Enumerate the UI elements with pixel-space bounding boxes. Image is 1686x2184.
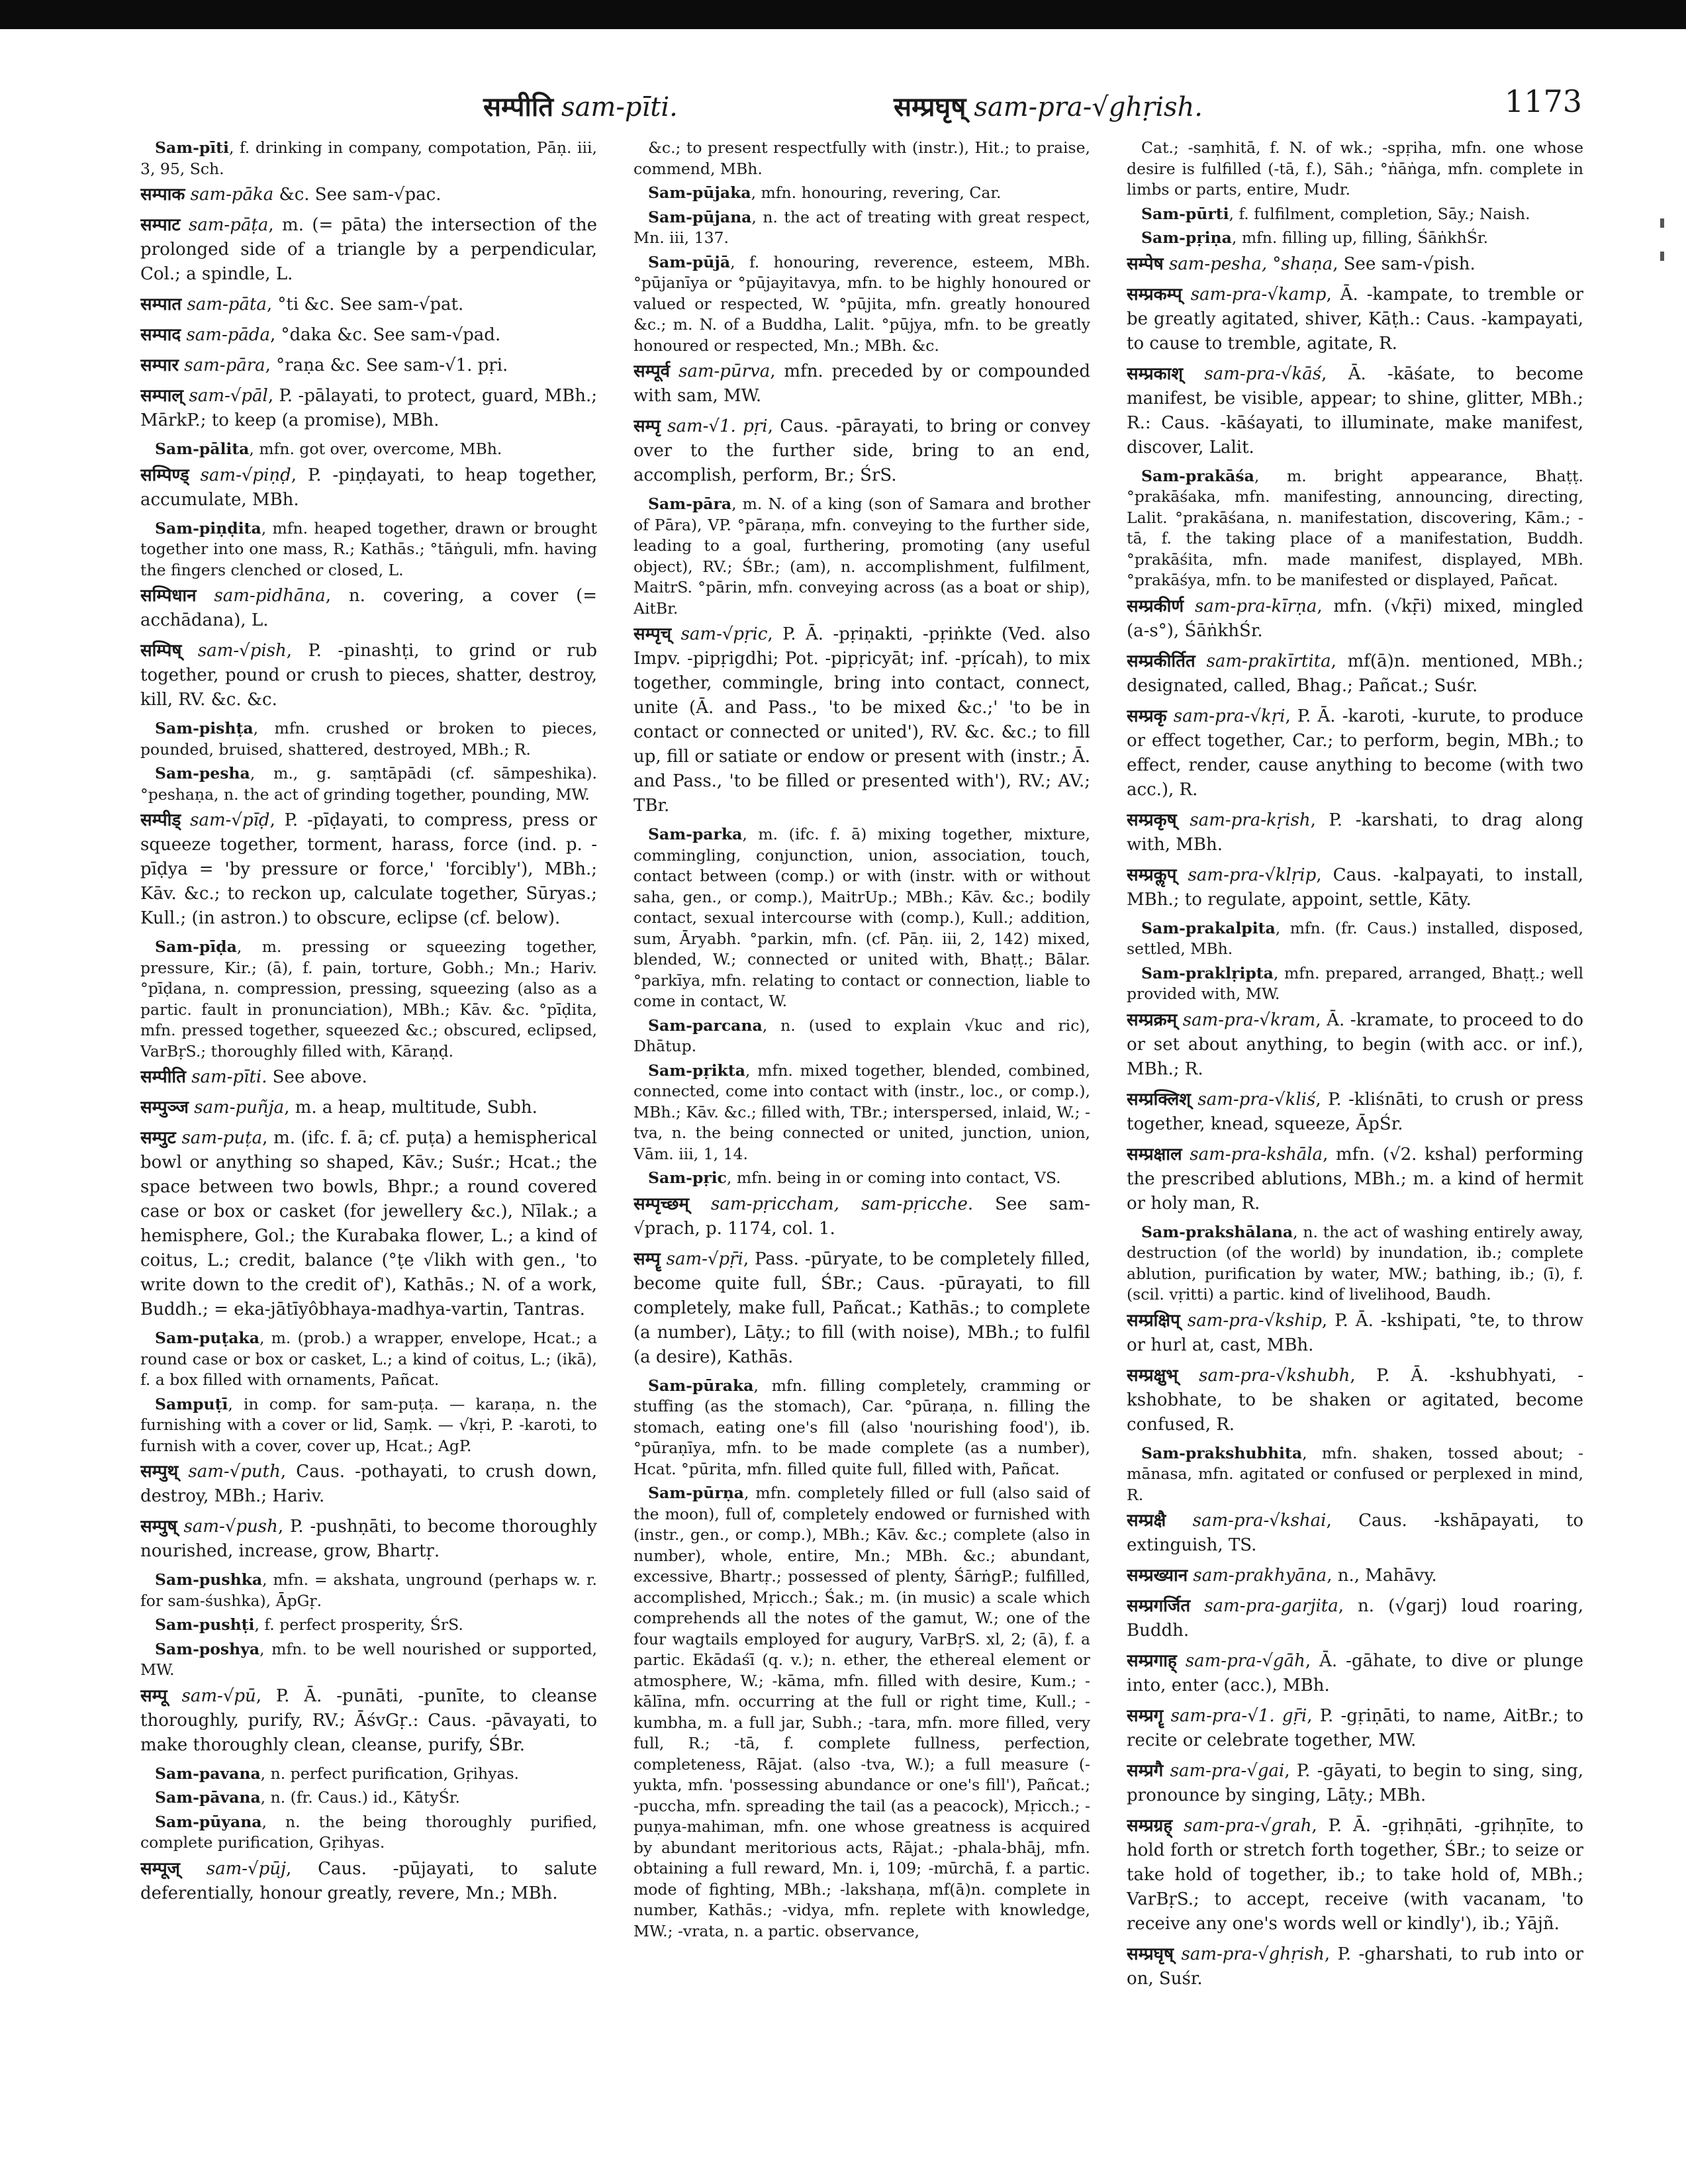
entry-headword: sam-pra-√kshubh <box>1199 1365 1350 1386</box>
entry-headword: sam-pra-√gāh <box>1185 1651 1305 1671</box>
entry-headword: sam-pra-√klṛip <box>1188 865 1317 885</box>
entry-headword: sam-√piṇḍ <box>200 465 291 485</box>
entry-definition: , P. -pālayati, to protect, guard, MBh.; MārkP.; to keep (a promise), MBh. <box>140 386 597 430</box>
entry-definition: , Ā. -kramate, to proceed to do or set about anything, to begin (with acc. or inf.), MBh.; R. <box>1127 1010 1583 1079</box>
subentry-headword: Sam-pūjaka <box>648 183 751 202</box>
entry-headword: sam-puñja <box>194 1098 285 1117</box>
entry-headword: sam-√pūj <box>206 1858 287 1879</box>
dictionary-entry <box>1127 1364 1583 1437</box>
running-head-right-transliteration: sam-pra-√ghṛish. <box>974 92 1203 122</box>
subentry-headword: Sam-poshya <box>155 1639 260 1658</box>
entry-definition: , n. the act of washing entirely away, destruction (of the world) by inundation, ib.; complete ablution, purification by water, MW.; bathing, ib.; (ī), f. (scil. vṛitti) a partic. kind of livelihood, Baudh. <box>1127 1222 1583 1304</box>
entry-devanagari: सम्प्रग्रह् <box>1127 1816 1173 1836</box>
dictionary-subentry <box>633 1483 1090 1942</box>
entry-definition: , f. honouring, reverence, esteem, MBh. °pūjanīya or °pūjayitavya, mfn. to be highly honoured or valued or respected, W. °pūjita, mfn. greatly honoured &c.; m. N. of a Buddha, Lalit. °pūjya, mfn. to be greatly honoured or respected, Mn.; MBh. &c. <box>633 252 1090 355</box>
entry-devanagari: सम्पूर्व <box>633 361 671 381</box>
entry-headword: sam-√puth <box>188 1462 281 1482</box>
entry-devanagari: सम्प्रख्यान <box>1127 1566 1188 1586</box>
entry-headword: sam-pra-√kṛi <box>1173 706 1286 726</box>
dictionary-entry <box>140 213 597 287</box>
dictionary-entry <box>140 584 597 633</box>
subentry-headword: Sam-pūrṇa <box>648 1484 745 1502</box>
dictionary-subentry <box>1127 204 1583 225</box>
running-head-left-transliteration: sam-pīti. <box>561 92 678 122</box>
entry-devanagari: सम्प्रगाह् <box>1127 1651 1177 1671</box>
entry-headword: sam-√pṝi <box>666 1249 743 1269</box>
column-3 <box>1127 138 1583 2097</box>
entry-definition: , f. fulfilment, completion, Sāy.; Naish. <box>1229 204 1530 223</box>
entry-devanagari: सम्पू <box>140 1685 167 1706</box>
dictionary-entry <box>1127 1704 1583 1753</box>
dictionary-entry <box>140 1460 597 1509</box>
dictionary-entry <box>140 1515 597 1564</box>
entry-headword: sam-pra-√grah <box>1184 1816 1312 1836</box>
entry-definition: , P. Ā. -kshipati, °te, to throw or hurl at, cast, MBh. <box>1127 1310 1583 1355</box>
subentry-headword: Sam-pṛiṇa <box>1141 228 1232 247</box>
entry-definition: , P. Ā. -karoti, -kurute, to produce or effect together, Car.; to perform, begin, MBh.; to effect, render, cause anything to become (with two acc.), R. <box>1127 706 1583 800</box>
entry-headword: sam-pesha, °shaṇa <box>1168 254 1333 274</box>
entry-devanagari: सम्पिधान <box>140 586 197 606</box>
dictionary-subentry <box>140 718 597 760</box>
entry-definition: , mfn. honouring, revering, Car. <box>751 183 1002 202</box>
entry-headword: sam-√pāl <box>189 386 268 406</box>
entry-headword: sam-pra-kshāla <box>1190 1144 1323 1164</box>
subentry-headword: Sam-pavana <box>155 1764 261 1783</box>
dictionary-entry <box>140 354 597 378</box>
dictionary-entry <box>1127 362 1583 460</box>
margin-mark <box>1660 218 1664 228</box>
entry-definition: , °ti &c. See sam-√pat. <box>266 295 464 314</box>
subentry-headword: Sam-pāvana <box>155 1788 261 1807</box>
subentry-headword: Sam-pālita <box>155 440 250 458</box>
entry-devanagari: सम्पुथ् <box>140 1462 179 1482</box>
entry-definition: , m. bright appearance, Bhaṭṭ. °prakāśaka, mfn. manifesting, announcing, directing, Lalit. °prakāśana, n. manifestation, discovering, Kām.; -tā, f. the taking place of a manifestation, Buddh. °prakāśita, mfn. made manifest, displayed, MBh. °prakāśya, mfn. to be manifested or displayed, Pañcat. <box>1127 466 1583 589</box>
dictionary-entry <box>1127 1143 1583 1216</box>
entry-definition: , mfn. prepared, arranged, Bhaṭṭ.; well provided with, MW. <box>1127 963 1583 1003</box>
entry-definition: , mfn. filling up, filling, ŚāṅkhŚr. <box>1231 228 1489 247</box>
dictionary-entry <box>1127 1814 1583 1936</box>
subentry-headword: Sampuṭī <box>155 1394 228 1413</box>
subentry-headword: Sam-pīḍa <box>155 937 237 956</box>
dictionary-subentry <box>633 207 1090 249</box>
dictionary-entry <box>1127 1942 1583 1991</box>
entry-devanagari: सम्प्रगॄ <box>1127 1706 1164 1726</box>
entry-devanagari: सम्पृच्छम् <box>633 1194 689 1214</box>
entry-devanagari: सम्पुञ्ज <box>140 1098 189 1117</box>
entry-definition: , n. (used to explain √kuc and ric), Dhātup. <box>633 1016 1090 1055</box>
subentry-headword: Sam-parcana <box>648 1016 763 1035</box>
entry-definition: , m. (ifc. f. ā) mixing together, mixture, commingling, conjunction, union, association, touch, contact between (comp.) or with (instr. with or without saha, gen., or comp.), MaitrUp.; MBh.; Kāv. &c.; bodily contact, sexual intercourse with (comp.), Kull.; addition, sum, Āryabh. °parkin, mfn. (cf. Pāṇ. iii, 2, 142) mixed, blended, W.; connected or united with, Bhaṭṭ.; Bālar. °parkīya, mfn. relating to contact or connection, liable to come in contact, W. <box>633 825 1090 1010</box>
entry-headword: sam-pra-√kāś <box>1204 363 1322 384</box>
subentry-headword: Sam-prakshālana <box>1141 1222 1293 1241</box>
subentry-headword: Sam-pūjā <box>648 252 731 271</box>
scan-top-border <box>0 0 1686 29</box>
entry-definition: , P. -pinashṭi, to grind or rub together, pound or crush to pieces, shatter, destroy, kill, RV. &c. &c. <box>140 641 597 710</box>
entry-devanagari: सम्प्रक्रम् <box>1127 1010 1178 1030</box>
entry-definition: , P. -pīḍayati, to compress, press or squeeze together, torment, harass, force (ind. p. -pīḍya = 'by pressure or force,' 'forcibly'), MBh.; Kāv. &c.; to reckon up, calculate together, Sūryas.; Kull.; (in astron.) to obscure, eclipse (cf. below). <box>140 810 597 928</box>
dictionary-subentry <box>633 1168 1090 1189</box>
entry-definition: , m. (ifc. f. ā; cf. puṭa) a hemispherical bowl or anything so shaped, Kāv.; Suśr.; Hcat.; the space between two bowls, Bhpr.; a round covered case or box or casket (for jewellery &c.), Nīlak.; a hemisphere, Gol.; the Kurabaka flower, L.; a kind of coitus, L.; credit, balance (°ṭe √likh with gen., 'to write down to the credit of'), Kathās.; N. of a work, Buddh.; = eka-jātīyôbhaya-madhya-vartin, Tantras. <box>140 1128 597 1319</box>
entry-devanagari: सम्प्रकृष् <box>1127 810 1177 830</box>
dictionary-entry <box>633 1192 1090 1241</box>
subentry-headword: Sam-pūraka <box>648 1376 754 1395</box>
entry-definition: , mfn. (fr. Caus.) installed, disposed, settled, MBh. <box>1127 918 1583 958</box>
entry-definition: , mfn. got over, overcome, MBh. <box>249 440 502 458</box>
dictionary-subentry <box>140 1328 597 1391</box>
entry-definition: , mfn. crushed or broken to pieces, pounded, bruised, shattered, destroyed, MBh.; R. <box>140 719 597 759</box>
page-header <box>139 81 1582 134</box>
entry-definition: , in comp. for sam-puṭa. — karaṇa, n. the furnishing with a cover or lid, Saṃk. — √kṛi, P. -karoti, to furnish with a cover, cover up, Hcat.; AgP. <box>140 1394 597 1455</box>
entry-devanagari: सम्प्रकाश् <box>1127 363 1184 384</box>
dictionary-entry <box>140 463 597 512</box>
dictionary-subentry <box>140 1764 597 1785</box>
dictionary-entry <box>1127 1008 1583 1082</box>
subentry-headword: Sam-pūrti <box>1141 204 1229 223</box>
dictionary-subentry <box>633 824 1090 1012</box>
dictionary-subentry <box>1127 1443 1583 1506</box>
dictionary-entry <box>140 384 597 433</box>
entry-headword: sam-pra-√kram <box>1182 1010 1316 1030</box>
entry-definition: , P. -gharshati, to rub into or on, Suśr. <box>1127 1944 1583 1989</box>
entry-headword: sam-pra-√kliś <box>1197 1089 1316 1110</box>
entry-devanagari: सम्पार <box>140 356 179 375</box>
dictionary-entry <box>140 808 597 931</box>
entry-definition: See above. <box>267 1067 367 1087</box>
dictionary-entry <box>1127 808 1583 857</box>
entry-devanagari: सम्पेष <box>1127 254 1164 274</box>
subentry-headword: Sam-praklṛipta <box>1141 963 1274 982</box>
dictionary-subentry <box>140 1812 597 1854</box>
dictionary-entry <box>1127 594 1583 643</box>
entry-devanagari: सम्प्रगै <box>1127 1761 1164 1781</box>
entry-definition: , P. -piṇḍayati, to heap together, accumulate, MBh. <box>140 465 597 510</box>
running-head-left-devanagari: सम्पीति <box>483 91 554 122</box>
dictionary-entry <box>140 639 597 712</box>
subentry-headword: Sam-parka <box>648 825 743 843</box>
dictionary-subentry <box>140 1570 597 1611</box>
entry-definition: , n. (fr. Caus.) id., KātyŚr. <box>260 1788 460 1807</box>
subentry-headword: Sam-pūjana <box>648 207 752 226</box>
entry-definition: , n. covering, a cover (= acchādana), L. <box>140 586 597 630</box>
entry-devanagari: सम्पीति <box>140 1067 186 1087</box>
entry-definition: , m. a heap, multitude, Subh. <box>284 1098 538 1117</box>
entry-devanagari: सम्प्रक्लिश् <box>1127 1089 1191 1110</box>
subentry-headword: Sam-pāra <box>648 495 732 513</box>
entry-definition: , m., g. saṃtāpādi (cf. sāmpeshika). °peshaṇa, n. the act of grinding together, pounding, MW. <box>140 764 597 804</box>
entry-definition: , mfn. preceded by or compounded with sam, MW. <box>633 361 1090 406</box>
entry-definition: , mfn. (√2. kshal) performing the prescribed ablutions, MBh.; m. a kind of hermit or holy man, R. <box>1127 1144 1583 1213</box>
entry-definition: , °daka &c. See sam-√pad. <box>270 325 501 345</box>
subentry-headword: Sam-pesha <box>155 764 250 783</box>
dictionary-entry <box>633 1247 1090 1370</box>
subentry-headword: Sam-pushṭi <box>155 1615 255 1634</box>
dictionary-entry <box>140 1684 597 1758</box>
dictionary-subentry <box>140 1787 597 1809</box>
entry-definition: , P. -pushṇāti, to become thoroughly nourished, increase, grow, Bhartṛ. <box>140 1517 597 1561</box>
entry-devanagari: सम्प्रकीर्ण <box>1127 596 1184 616</box>
dictionary-subentry <box>1127 228 1583 249</box>
dictionary-subentry <box>140 439 597 460</box>
subentry-headword: Sam-prakshubhita <box>1141 1443 1303 1462</box>
dictionary-entry <box>1127 1509 1583 1558</box>
entry-definition: , mfn. being in or coming into contact, VS. <box>726 1168 1061 1187</box>
entry-devanagari: सम्पाद <box>140 325 181 345</box>
entry-definition: , f. drinking in company, compotation, Pāṇ. iii, 3, 95, Sch. <box>140 138 597 178</box>
entry-devanagari: सम्पिष् <box>140 641 182 661</box>
dictionary-subentry <box>140 138 597 179</box>
dictionary-subentry <box>633 494 1090 619</box>
entry-definition: , P. -gāyati, to begin to sing, sing, pronounce by singing, Lāṭy.; MBh. <box>1127 1761 1583 1805</box>
column-1 <box>140 138 597 2097</box>
dictionary-entry <box>140 1126 597 1322</box>
entry-devanagari: सम्प्रगर्जित <box>1127 1596 1191 1616</box>
entry-definition: , n. the being thoroughly purified, complete purification, Gṛihyas. <box>140 1812 597 1852</box>
entry-definition: , Ā. -kampate, to tremble or be greatly agitated, shiver, Kāṭh.: Caus. -kampayati, to cause to tremble, agitate, R. <box>1127 284 1583 354</box>
entry-headword: sam-√pīḍ <box>190 810 270 830</box>
dictionary-entry <box>1127 1594 1583 1643</box>
subentry-headword: Sam-prakāśa <box>1141 466 1254 485</box>
dictionary-subentry <box>1127 918 1583 960</box>
entry-definition: , P. -kliśnāti, to crush or press together, knead, squeeze, ĀpŚr. <box>1127 1089 1583 1134</box>
entry-definition: , P. -gṛiṇāti, to name, AitBr.; to recite or celebrate together, MW. <box>1127 1706 1583 1750</box>
dictionary-subentry <box>1127 963 1583 1005</box>
dictionary-subentry <box>140 1394 597 1457</box>
entry-definition: , Ā. -kāśate, to become manifest, be visible, appear; to shine, glitter, MBh.; R.: Caus. -kāśayati, to illuminate, make manifest, discover, Lalit. <box>1127 363 1583 457</box>
dictionary-entry <box>1127 704 1583 802</box>
dictionary-entry <box>140 1857 597 1906</box>
entry-headword: sam-√1. pṛi <box>667 416 768 436</box>
entry-devanagari: सम्पिण्ड् <box>140 465 189 485</box>
dictionary-entry <box>1127 1088 1583 1137</box>
entry-definition: . See sam-√prach, p. 1174, col. 1. <box>633 1194 1090 1239</box>
entry-definition: , f. perfect prosperity, ŚrS. <box>254 1615 463 1634</box>
subentry-headword: Sam-pūyana <box>155 1812 262 1831</box>
entry-definition: , Caus. -pothayati, to crush down, destroy, MBh.; Hariv. <box>140 1462 597 1506</box>
entry-definition: , °raṇa &c. See sam-√1. pṛi. <box>265 356 508 375</box>
entry-headword: sam-√pū <box>181 1685 256 1706</box>
entry-headword: sam-pāra <box>184 356 265 375</box>
entry-devanagari: सम्पूज् <box>140 1858 180 1879</box>
dictionary-subentry <box>1127 466 1583 591</box>
entry-definition: , m. N. of a king (son of Samara and brother of Pāra), VP. °pāraṇa, mfn. conveying to the further side, leading to a goal, furthering, promoting (any useful object), RV.; ŚBr.; (am), n. accomplishment, fulfilment, MaitrS. °pārin, mfn. conveying across (as a boat or ship), AitBr. <box>633 495 1090 618</box>
entry-headword: sam-prakīrtita <box>1206 651 1331 671</box>
dictionary-subentry <box>633 138 1090 179</box>
column-2 <box>633 138 1090 2097</box>
entry-devanagari: सम्पुट <box>140 1128 176 1148</box>
entry-definition: , mfn. heaped together, drawn or brought together into one mass, R.; Kathās.; °tāṅguli, mfn. having the fingers clenched or closed, L. <box>140 518 597 579</box>
entry-definition: &c. See sam-√pac. <box>273 185 442 205</box>
entry-headword: sam-pra-garjita <box>1204 1596 1338 1616</box>
entry-devanagari: सम्पुष् <box>140 1517 177 1537</box>
dictionary-entry <box>1127 1564 1583 1588</box>
entry-definition: , mfn. = akshata, unground (perhaps w. r. for sam-śushka), ĀpGṛ. <box>140 1570 597 1610</box>
entry-definition: , mfn. to be well nourished or supported, MW. <box>140 1639 597 1679</box>
entry-devanagari: सम्प्रकॢप् <box>1127 865 1177 885</box>
entry-definition: , mfn. completely filled or full (also said of the moon), full of, completely endowed or furnished with (instr., gen., or comp.), MBh.; Kāv. &c.; complete (also in number), whole, entire, Mn.; MBh. &c.; abundant, excessive, Bhartṛ.; possessed of plenty, ŚārṅgP.; fulfilled, accomplished, Mṛicch.; Śak.; m. (in music) a scale which comprehends all the notes of the gamut, W.; one of the four wagtails employed for augury, VarBṛS. xl, 2; (ā), f. a partic. Ekādaśī (q. v.); n. ether, the ethereal element or atmosphere, W.; -kāma, mfn. filled with desire, Kum.; -kālīna, mfn. occurring at the full or right time, Kull.; -kumbha, m. a full jar, Subh.; -tara, mfn. more filled, very full, R.; -tā, f. complete fullness, perfection, completeness, Rājat. (also -tva, W.); a full measure (-yukta, mfn. 'possessing abundance or one's fill'), Pañcat.; -puccha, mfn. spreading the tail (as a peacock), Mṛicch.; -puṇya-mahiman, mfn. one whose greatness is acquired by abundant meritorious acts, Rājat.; -phala-bhāj, mfn. obtaining a full reward, Mn. i, 109; -mūrchā, f. a partic. mode of fighting, MBh.; -lakshaṇa, mf(ā)n. complete in number, Kathās.; -vidya, mfn. replete with knowledge, MW.; -vrata, n. a partic. observance, <box>633 1484 1090 1940</box>
entry-devanagari: सम्पृच् <box>633 624 672 644</box>
dictionary-entry <box>140 323 597 348</box>
entry-definition: , m. (= pāta) the intersection of the prolonged side of a triangle by a perpendicular, Col.; a spindle, L. <box>140 215 597 284</box>
dictionary-subentry <box>1127 1222 1583 1306</box>
entry-definition: , Caus. -kshāpayati, to extinguish, TS. <box>1127 1511 1583 1555</box>
entry-headword: sam-pāka <box>190 185 274 205</box>
dictionary-entry <box>1127 1759 1583 1808</box>
entry-devanagari: सम्प्रकीर्तित <box>1127 651 1195 671</box>
entry-definition: &c.; to present respectfully with (instr.), Hit.; to praise, commend, MBh. <box>633 138 1090 178</box>
entry-definition: , m. pressing or squeezing together, pressure, Kir.; (ā), f. pain, torture, Gobh.; Mn.; Hariv. °pīḍana, n. compression, pressing, squeezing (also as a partic. fault in pronunciation), MBh.; Kāv. &c. °pīḍita, mfn. pressed together, squeezed &c.; obscured, eclipsed, VarBṛS.; thoroughly filled with, Kāraṇḍ. <box>140 937 597 1061</box>
subentry-headword: Sam-pishṭa <box>155 719 254 737</box>
entry-headword: sam-√push <box>183 1517 278 1537</box>
subentry-headword: Sam-prakalpita <box>1141 918 1276 937</box>
entry-headword: sam-pīti. <box>191 1067 267 1087</box>
running-head-right-devanagari: सम्प्रघृष् <box>894 91 966 122</box>
page-number: 1173 <box>1504 83 1582 119</box>
dictionary-subentry <box>633 252 1090 357</box>
dictionary-subentry <box>633 1016 1090 1057</box>
dictionary-columns <box>140 138 1583 2097</box>
entry-devanagari: सम्प्रक्षाल <box>1127 1144 1182 1164</box>
subentry-headword: Sam-piṇḍita <box>155 518 261 538</box>
entry-definition: , mf(ā)n. mentioned, MBh.; designated, called, Bhag.; Pañcat.; Suśr. <box>1127 651 1583 696</box>
entry-headword: sam-pāṭa <box>188 215 269 235</box>
entry-headword: sam-pṛiccham, sam-pṛicche <box>710 1194 968 1214</box>
entry-headword: sam-pra-√gai <box>1170 1761 1285 1781</box>
entry-definition: , P. Ā. -pṛiṇakti, -pṛiṅkte (Ved. also Impv. -pipṛigdhi; Pot. -pipṛicyāt; inf. -pṛícah), to mix together, commingle, bring into contact, connect, unite (Ā. and Pass., 'to be mixed &c.;' 'to be in contact or connected or united'), RV. &c. &c.; to fill up, fill or satiate or endow or present with (instr.; Ā. and Pass., 'to be filled or presented with'), RV.; AV.; TBr. <box>633 624 1090 816</box>
entry-devanagari: सम्प्रक्षै <box>1127 1511 1166 1531</box>
entry-definition: Cat.; -saṃhitā, f. N. of wk.; -spṛiha, mfn. one whose desire is fulfilled (-tā, f.), Sāh.; °ṅāṅga, mfn. complete in limbs or parts, entire, Mudr. <box>1127 138 1583 199</box>
dictionary-subentry <box>140 763 597 805</box>
dictionary-entry <box>140 1065 597 1090</box>
entry-headword: sam-√pish <box>197 641 287 661</box>
entry-headword: sam-pra-√kshai <box>1192 1511 1327 1531</box>
dictionary-entry <box>140 293 597 317</box>
entry-headword: sam-pra-kṛish <box>1190 810 1311 830</box>
entry-definition: , Ā. -gāhate, to dive or plunge into, enter (acc.), MBh. <box>1127 1651 1583 1695</box>
entry-definition: , P. Ā. -kshubhyati, -kshobhate, to be shaken or agitated, become confused, R. <box>1127 1365 1583 1435</box>
dictionary-subentry <box>633 1061 1090 1165</box>
entry-devanagari: सम्प्रक्षुभ् <box>1127 1365 1178 1386</box>
entry-devanagari: सम्पाक <box>140 185 185 205</box>
entry-definition: , Pass. -pūryate, to be completely filled, become quite full, ŚBr.; Caus. -pūrayati, to fill completely, make full, Pañcat.; Kathās.; to complete (a number), Lāṭy.; to fill (with noise), MBh.; to fulfil (a desire), Kathās. <box>633 1249 1090 1367</box>
entry-devanagari: सम्पाट <box>140 215 181 235</box>
entry-definition: , Caus. -pūjayati, to salute deferentially, honour greatly, revere, Mn.; MBh. <box>140 1858 597 1903</box>
entry-headword: sam-pāta <box>187 295 267 314</box>
entry-definition: , See sam-√pish. <box>1333 254 1475 274</box>
dictionary-subentry <box>140 937 597 1062</box>
entry-devanagari: सम्प्रक्षिप् <box>1127 1310 1180 1331</box>
entry-devanagari: सम्प्रकृ <box>1127 706 1167 726</box>
entry-definition: , m. (prob.) a wrapper, envelope, Hcat.; a round case or box or casket, L.; a kind of coitus, L.; (ikā), f. a box filled with ornaments, Pañcat. <box>140 1329 597 1389</box>
entry-definition: , n., Mahāvy. <box>1327 1566 1437 1586</box>
entry-definition: , n. the act of treating with great respect, Mn. iii, 137. <box>633 207 1090 247</box>
entry-devanagari: सम्पॄ <box>633 1249 661 1269</box>
running-head-right <box>894 87 1203 124</box>
dictionary-entry <box>140 183 597 207</box>
entry-definition: , mfn. (√kṝi) mixed, mingled (a-s°), ŚāṅkhŚr. <box>1127 596 1583 641</box>
dictionary-entry <box>1127 863 1583 912</box>
subentry-headword: Sam-puṭaka <box>155 1329 259 1347</box>
entry-devanagari: सम्प्रघृष् <box>1127 1944 1174 1964</box>
subentry-headword: Sam-pushka <box>155 1570 263 1589</box>
dictionary-entry <box>1127 283 1583 356</box>
subentry-headword: Sam-pṛikta <box>648 1061 745 1080</box>
dictionary-entry <box>633 359 1090 408</box>
dictionary-entry <box>140 1096 597 1120</box>
entry-headword: sam-pūrva <box>678 361 771 381</box>
dictionary-entry <box>1127 1649 1583 1698</box>
entry-definition: , mfn. shaken, tossed about; -mānasa, mfn. agitated or confused or perplexed in mind, R. <box>1127 1443 1583 1504</box>
entry-headword: sam-pidhāna <box>214 586 326 606</box>
entry-definition: , Caus. -pārayati, to bring or convey over to the further side, bring to an end, accomplish, perform, Br.; ŚrS. <box>633 416 1090 485</box>
subentry-headword: Sam-pṛic <box>648 1168 727 1187</box>
entry-devanagari: सम्पात <box>140 295 182 314</box>
entry-definition: , Caus. -kalpayati, to install, MBh.; to regulate, appoint, settle, Kāty. <box>1127 865 1583 910</box>
entry-headword: sam-prakhyāna <box>1193 1566 1327 1586</box>
entry-definition: , P. -karshati, to drag along with, MBh. <box>1127 810 1583 855</box>
entry-definition: , n. perfect purification, Gṛihyas. <box>260 1764 519 1783</box>
entry-headword: sam-pra-√kamp <box>1190 284 1327 305</box>
entry-definition: , mfn. mixed together, blended, combined, connected, come into contact with (instr., loc., or comp.), MBh.; Kāv. &c.; filled with, TBr.; interspersed, inlaid, W.; -tva, n. the being connected or united, junction, union, Vām. iii, 1, 14. <box>633 1061 1090 1163</box>
entry-headword: sam-pra-kīrṇa <box>1194 596 1317 616</box>
dictionary-subentry <box>633 183 1090 204</box>
entry-definition: , mfn. filling completely, cramming or stuffing (as the stomach), Car. °pūraṇa, n. filling the stomach, eating one's fill (also 'nourishing food'), ib. °pūraṇīya, mfn. to be made complete (as a number), Hcat. °pūrita, mfn. filled quite full, filled with, Pañcat. <box>633 1376 1090 1478</box>
margin-mark <box>1660 252 1664 261</box>
entry-devanagari: सम्पाल् <box>140 386 184 406</box>
entry-headword: sam-pra-√ghṛish <box>1181 1944 1325 1964</box>
entry-headword: sam-puṭa <box>181 1128 263 1148</box>
entry-definition: , P. Ā. -gṛihṇāti, -gṛihṇīte, to hold forth or stretch forth together, ŚBr.; to seize or take hold of together, ib.; to take hold of, MBh.; VarBṛS.; to accept, receive (with vacanam, 'to receive any one's words well or kindly'), ib.; Yājñ. <box>1127 1816 1583 1934</box>
dictionary-entry <box>633 622 1090 818</box>
entry-definition: , n. (√garj) loud roaring, Buddh. <box>1127 1596 1583 1640</box>
entry-headword: sam-pra-√1. gṝi <box>1170 1706 1307 1726</box>
dictionary-subentry <box>140 1615 597 1636</box>
entry-devanagari: सम्पीड् <box>140 810 181 830</box>
dictionary-subentry <box>140 518 597 581</box>
subentry-headword: Sam-pīti <box>155 138 229 157</box>
dictionary-subentry <box>633 1376 1090 1480</box>
dictionary-entry <box>1127 1309 1583 1358</box>
dictionary-entry <box>1127 252 1583 277</box>
entry-definition: , P. Ā. -punāti, -punīte, to cleanse thoroughly, purify, RV.; ĀśvGṛ.: Caus. -pāvayati, to make thoroughly clean, cleanse, purify, ŚBr. <box>140 1685 597 1755</box>
dictionary-subentry <box>140 1639 597 1681</box>
dictionary-entry <box>633 414 1090 488</box>
entry-devanagari: सम्प्रकम्प् <box>1127 284 1182 305</box>
dictionary-entry <box>1127 649 1583 698</box>
entry-devanagari: सम्पृ <box>633 416 661 436</box>
entry-headword: sam-pāda <box>186 325 271 345</box>
running-head-left <box>483 87 678 124</box>
dictionary-subentry <box>1127 138 1583 201</box>
entry-headword: sam-√pṛic <box>680 624 768 644</box>
entry-headword: sam-pra-√kship <box>1187 1310 1322 1331</box>
